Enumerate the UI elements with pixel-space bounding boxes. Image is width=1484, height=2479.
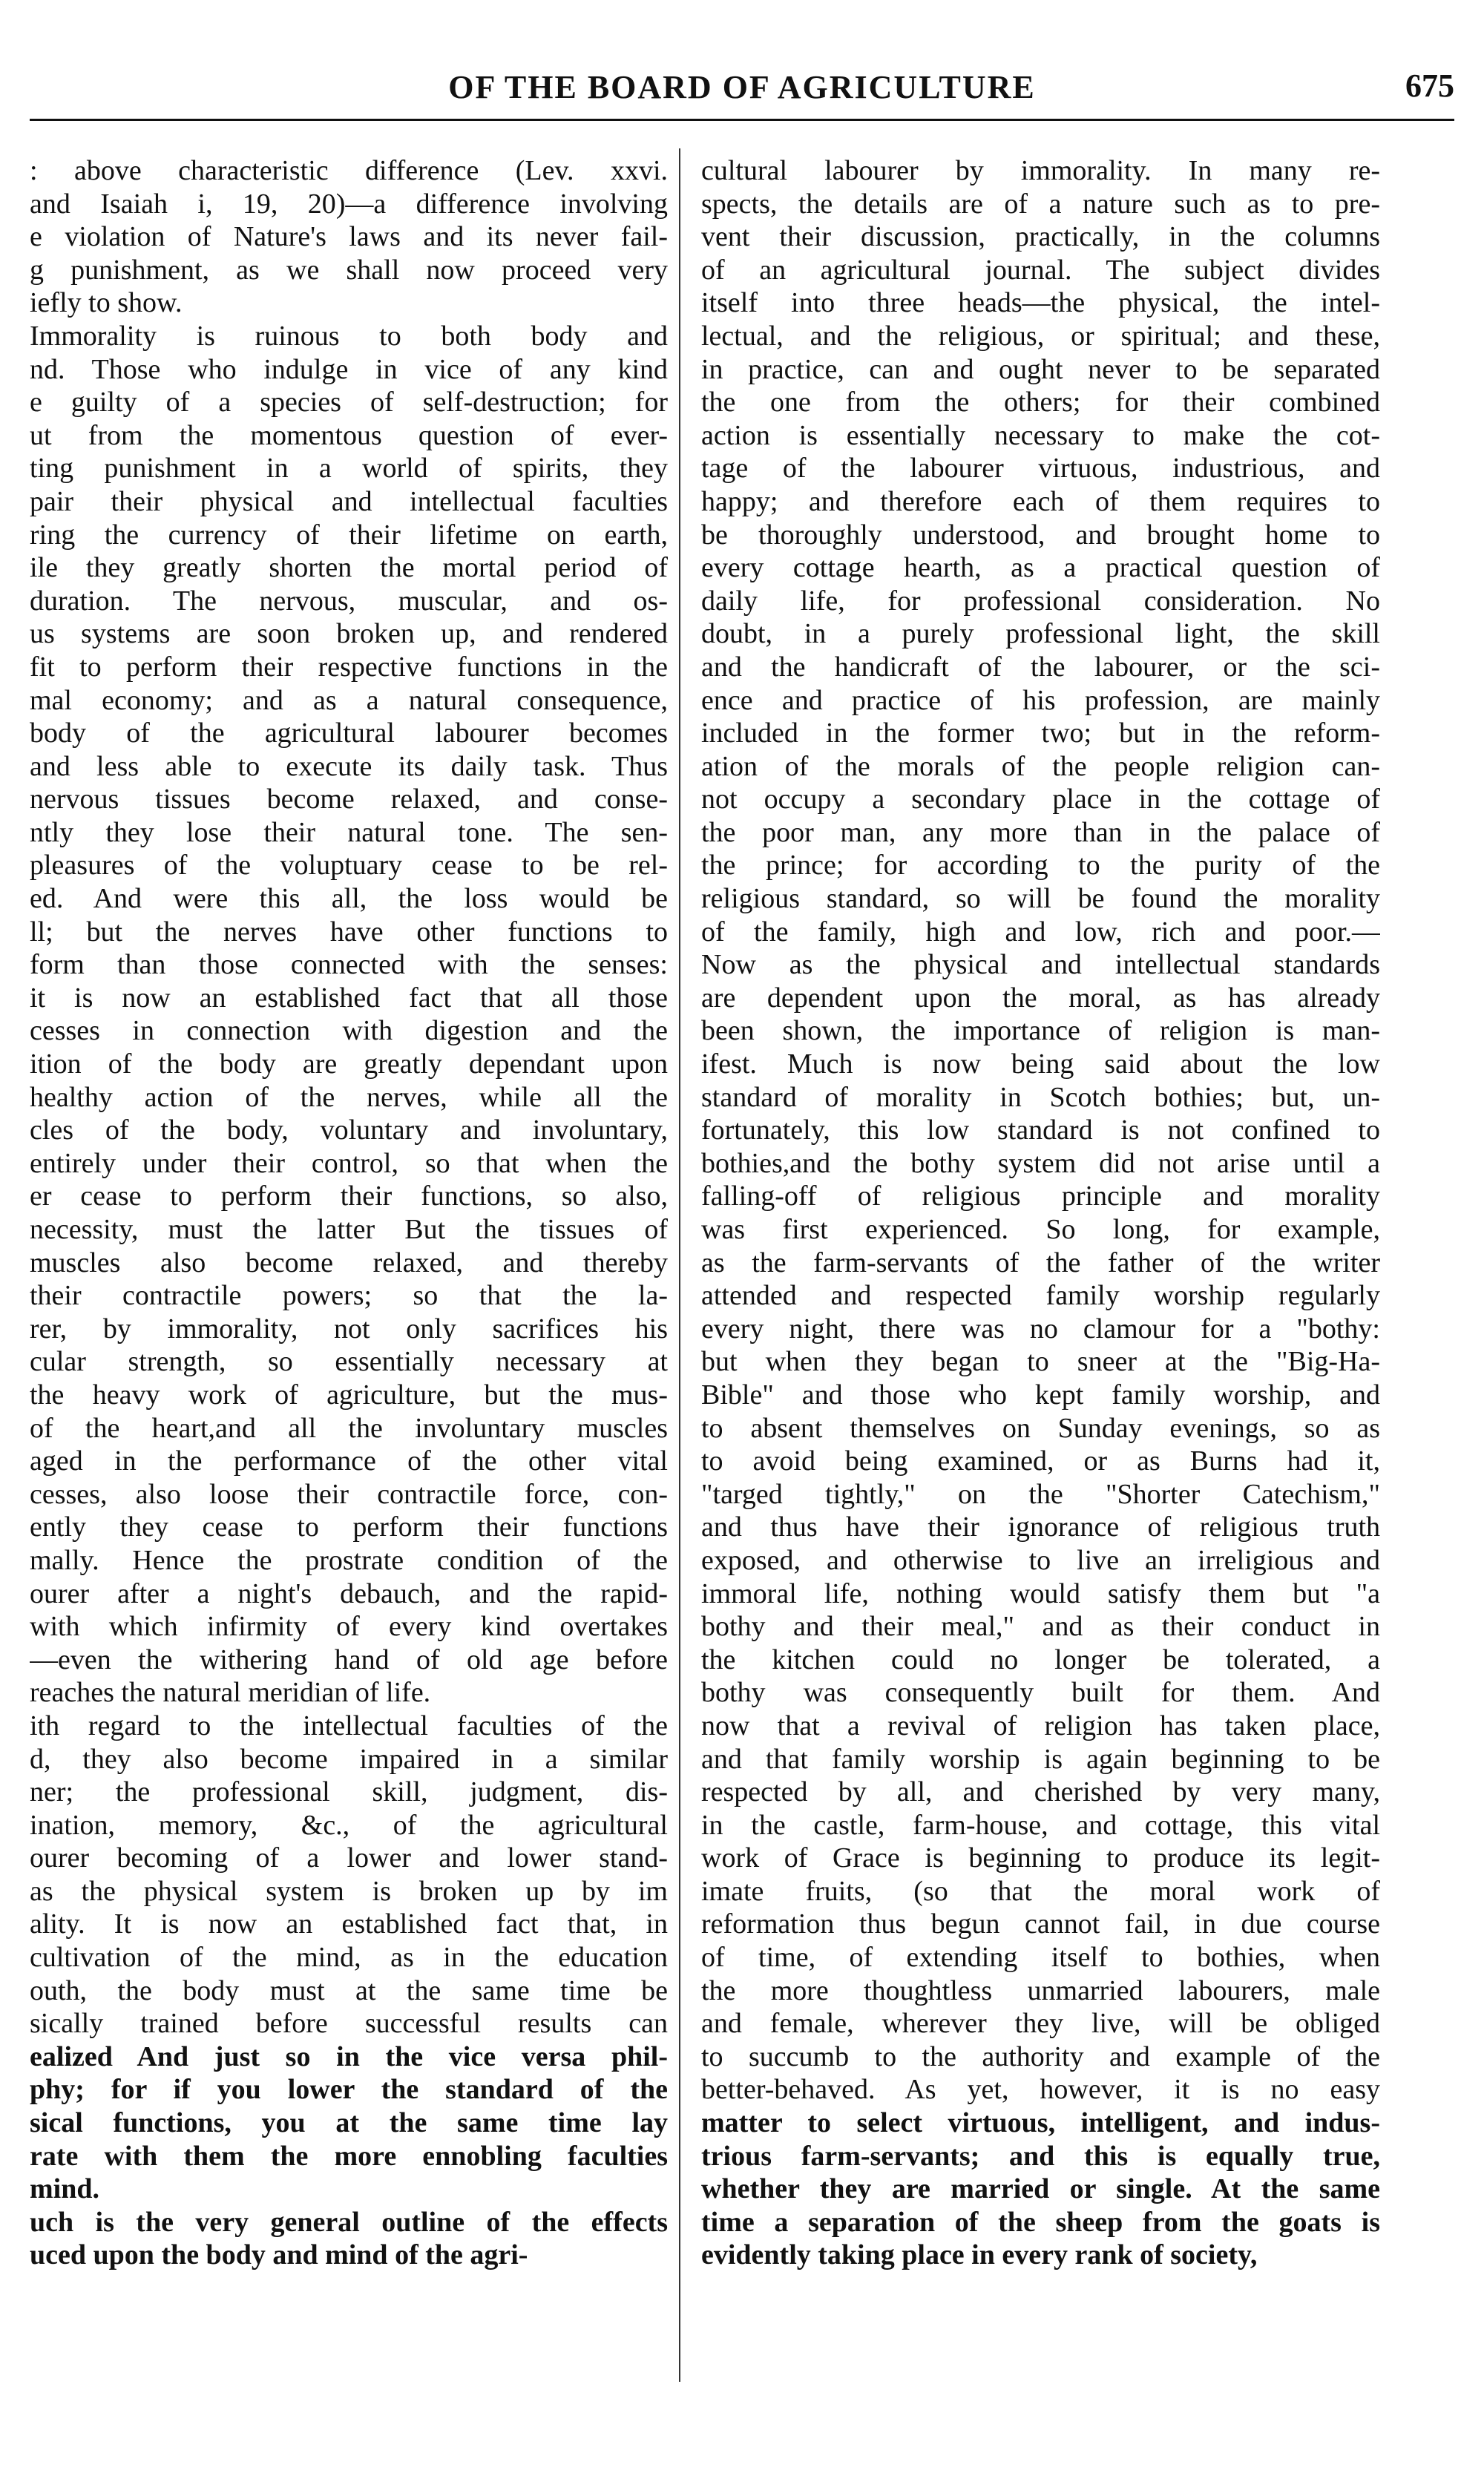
- text-line: to absent themselves on Sunday evenings, so as: [701, 1412, 1380, 1444]
- text-line: every night, there was no clamour for a "bothy:: [701, 1313, 1380, 1344]
- text-line: mind.: [30, 2173, 99, 2205]
- text-line: and female, wherever they live, will be obliged: [701, 2008, 1380, 2040]
- text-line: pair their physical and intellectual faculties: [30, 485, 668, 517]
- text-line: and Isaiah i, 19, 20)—a difference involving: [30, 188, 668, 220]
- text-line: ition of the body are greatly dependant upon: [30, 1048, 668, 1080]
- text-line: ality. It is now an established fact that, in: [30, 1908, 668, 1940]
- text-line: tage of the labourer virtuous, industrious, and: [701, 453, 1380, 485]
- text-line: mally. Hence the prostrate condition of the: [30, 1544, 668, 1576]
- text-line: outh, the body must at the same time be: [30, 1974, 668, 2006]
- text-line: ll; but the nerves have other functions to: [30, 916, 668, 948]
- text-line: exposed, and otherwise to live an irreligious and: [701, 1544, 1380, 1576]
- text-line: spects, the details are of a nature such as to pre-: [701, 188, 1380, 220]
- text-line: trious farm-servants; and this is equally true,: [701, 2140, 1380, 2172]
- text-line: but when they began to sneer at the "Big-Ha-: [701, 1346, 1380, 1378]
- text-line: of time, of extending itself to bothies, when: [701, 1942, 1380, 1974]
- text-line: cesses in connection with digestion and the: [30, 1015, 668, 1047]
- text-line: every cottage hearth, as a practical question of: [701, 552, 1380, 584]
- text-line: whether they are married or single. At the same: [701, 2173, 1380, 2205]
- page-number: 675: [1405, 68, 1454, 104]
- text-line: form than those connected with the senses:: [30, 949, 668, 981]
- text-line: are dependent upon the moral, as has already: [701, 982, 1380, 1014]
- text-line: to avoid being examined, or as Burns had it,: [701, 1445, 1380, 1477]
- text-line: ently they cease to perform their functions: [30, 1511, 668, 1543]
- text-line: as the physical system is broken up by im: [30, 1875, 668, 1907]
- text-line: ealized And just so in the vice versa phil-: [30, 2040, 668, 2072]
- text-line: as the farm-servants of the father of the writer: [701, 1247, 1380, 1278]
- text-line: sically trained before successful results can: [30, 2008, 668, 2040]
- text-line: e violation of Nature's laws and its never fail-: [30, 221, 668, 253]
- text-line: d, they also become impaired in a similar: [30, 1743, 668, 1775]
- text-line: reformation thus begun cannot fail, in due course: [701, 1908, 1380, 1940]
- text-line: ut from the momentous question of ever-: [30, 419, 668, 451]
- text-line: entirely under their control, so that when the: [30, 1147, 668, 1179]
- left-text-column: [30, 154, 668, 2272]
- text-line: pleasures of the voluptuary cease to be rel-: [30, 850, 668, 881]
- text-line: ination, memory, &c., of the agricultural: [30, 1809, 668, 1841]
- text-line: ence and practice of his profession, are mainly: [701, 684, 1380, 716]
- text-line: us systems are soon broken up, and rendered: [30, 618, 668, 650]
- text-line: lectual, and the religious, or spiritual; and these,: [701, 320, 1380, 352]
- text-line: falling-off of religious principle and morality: [701, 1181, 1380, 1212]
- text-line: religious standard, so will be found the morality: [701, 883, 1380, 915]
- header-title: OF THE BOARD OF AGRICULTURE: [448, 69, 1036, 105]
- column-divider: [679, 148, 680, 2382]
- text-line: ntly they lose their natural tone. The sen-: [30, 816, 668, 848]
- text-line: been shown, the importance of religion is man-: [701, 1015, 1380, 1047]
- text-line: work of Grace is beginning to produce its legit-: [701, 1842, 1380, 1874]
- text-line: was first experienced. So long, for example,: [701, 1214, 1380, 1245]
- text-line: aged in the performance of the other vital: [30, 1445, 668, 1477]
- text-line: better-behaved. As yet, however, it is no easy: [701, 2074, 1380, 2106]
- text-line: standard of morality in Scotch bothies; but, un-: [701, 1081, 1380, 1113]
- text-line: the kitchen could no longer be tolerated, a: [701, 1644, 1380, 1675]
- text-line: the one from the others; for their combined: [701, 387, 1380, 418]
- text-line: of the heart,and all the involuntary muscles: [30, 1412, 668, 1444]
- text-line: the prince; for according to the purity of the: [701, 850, 1380, 881]
- text-line: ed. And were this all, the loss would be: [30, 883, 668, 915]
- text-line: nervous tissues become relaxed, and conse-: [30, 784, 668, 815]
- text-line: now that a revival of religion has taken place,: [701, 1710, 1380, 1741]
- right-text-column: [701, 154, 1380, 2272]
- text-line: e guilty of a species of self-destruction; for: [30, 387, 668, 418]
- text-line: bothy and their meal," and as their conduct in: [701, 1611, 1380, 1643]
- text-line: respected by all, and cherished by very many,: [701, 1776, 1380, 1808]
- text-line: the poor man, any more than in the palace of: [701, 816, 1380, 848]
- text-line: ring the currency of their lifetime on earth,: [30, 519, 668, 551]
- text-line: included in the former two; but in the reform-: [701, 718, 1380, 749]
- text-line: matter to select virtuous, intelligent, and indus-: [701, 2107, 1380, 2139]
- text-line: fortunately, this low standard is not confined to: [701, 1114, 1380, 1146]
- text-line: ner; the professional skill, judgment, dis-: [30, 1776, 668, 1808]
- text-line: Now as the physical and intellectual standards: [701, 949, 1380, 981]
- text-line: their contractile powers; so that the la-: [30, 1280, 668, 1312]
- text-line: cultural labourer by immorality. In many re-: [701, 155, 1380, 186]
- text-line: cles of the body, voluntary and involuntary,: [30, 1114, 668, 1146]
- text-line: time a separation of the sheep from the goats is: [701, 2206, 1380, 2238]
- text-line: cesses, also loose their contractile force, con-: [30, 1478, 668, 1510]
- text-line: g punishment, as we shall now proceed very: [30, 254, 668, 286]
- text-line: ation of the morals of the people religion can-: [701, 750, 1380, 782]
- text-line: and that family worship is again beginning to be: [701, 1743, 1380, 1775]
- text-line: doubt, in a purely professional light, the skill: [701, 618, 1380, 650]
- text-line: with which infirmity of every kind overtakes: [30, 1611, 668, 1643]
- text-line: reaches the natural meridian of life.: [30, 1677, 431, 1709]
- text-line: not occupy a secondary place in the cottage of: [701, 784, 1380, 815]
- text-line: the more thoughtless unmarried labourers, male: [701, 1974, 1380, 2006]
- text-line: Immorality is ruinous to both body and: [30, 320, 668, 352]
- text-line: of the family, high and low, rich and poor.—: [701, 916, 1380, 948]
- text-line: phy; for if you lower the standard of the: [30, 2074, 668, 2106]
- text-line: bothy was consequently built for them. And: [701, 1677, 1380, 1709]
- text-line: it is now an established fact that all those: [30, 982, 668, 1014]
- text-line: and thus have their ignorance of religious truth: [701, 1511, 1380, 1543]
- text-line: cular strength, so essentially necessary at: [30, 1346, 668, 1378]
- text-line: ile they greatly shorten the mortal period of: [30, 552, 668, 584]
- text-line: attended and respected family worship regularly: [701, 1280, 1380, 1312]
- text-line: in the castle, farm-house, and cottage, this vital: [701, 1809, 1380, 1841]
- text-line: mal economy; and as a natural consequence,: [30, 684, 668, 716]
- text-line: nd. Those who indulge in vice of any kind: [30, 353, 668, 385]
- text-line: ting punishment in a world of spirits, they: [30, 453, 668, 485]
- text-line: necessity, must the latter But the tissues of: [30, 1214, 668, 1245]
- text-line: uch is the very general outline of the effects: [30, 2206, 668, 2238]
- text-line: to succumb to the authority and example of the: [701, 2040, 1380, 2072]
- running-header: [30, 59, 1454, 121]
- text-line: er cease to perform their functions, so also,: [30, 1181, 668, 1212]
- text-line: "targed tightly," on the "Shorter Catechism,": [701, 1478, 1380, 1510]
- text-line: action is essentially necessary to make the cot-: [701, 419, 1380, 451]
- text-line: happy; and therefore each of them requires to: [701, 485, 1380, 517]
- text-line: and the handicraft of the labourer, or the sci-: [701, 651, 1380, 683]
- text-line: : above characteristic difference (Lev. xxvi.: [30, 155, 668, 186]
- text-line: duration. The nervous, muscular, and os-: [30, 585, 668, 617]
- text-line: muscles also become relaxed, and thereby: [30, 1247, 668, 1278]
- text-line: bothies,and the bothy system did not arise until a: [701, 1147, 1380, 1179]
- text-line: in practice, can and ought never to be separated: [701, 353, 1380, 385]
- text-line: rer, by immorality, not only sacrifices his: [30, 1313, 668, 1344]
- text-line: ourer after a night's debauch, and the rapid-: [30, 1577, 668, 1609]
- text-line: and less able to execute its daily task. Thus: [30, 750, 668, 782]
- text-line: body of the agricultural labourer becomes: [30, 718, 668, 749]
- text-line: ith regard to the intellectual faculties of the: [30, 1710, 668, 1741]
- text-line: daily life, for professional consideration. No: [701, 585, 1380, 617]
- text-line: sical functions, you at the same time lay: [30, 2107, 668, 2139]
- text-line: imate fruits, (so that the moral work of: [701, 1875, 1380, 1907]
- text-line: vent their discussion, practically, in the columns: [701, 221, 1380, 253]
- text-line: uced upon the body and mind of the agri-: [30, 2239, 528, 2271]
- text-line: ourer becoming of a lower and lower stand-: [30, 1842, 668, 1874]
- text-line: —even the withering hand of old age before: [30, 1644, 668, 1675]
- text-line: itself into three heads—the physical, the intel-: [701, 287, 1380, 319]
- text-line: of an agricultural journal. The subject divides: [701, 254, 1380, 286]
- text-line: immoral life, nothing would satisfy them but "a: [701, 1577, 1380, 1609]
- text-line: rate with them the more ennobling faculties: [30, 2140, 668, 2172]
- text-line: iefly to show.: [30, 287, 183, 319]
- text-line: ifest. Much is now being said about the low: [701, 1048, 1380, 1080]
- text-line: healthy action of the nerves, while all the: [30, 1081, 668, 1113]
- text-line: be thoroughly understood, and brought home to: [701, 519, 1380, 551]
- text-line: cultivation of the mind, as in the education: [30, 1942, 668, 1974]
- text-line: fit to perform their respective functions in the: [30, 651, 668, 683]
- text-line: evidently taking place in every rank of society,: [701, 2239, 1258, 2271]
- text-line: Bible" and those who kept family worship, and: [701, 1379, 1380, 1411]
- text-line: the heavy work of agriculture, but the mus-: [30, 1379, 668, 1411]
